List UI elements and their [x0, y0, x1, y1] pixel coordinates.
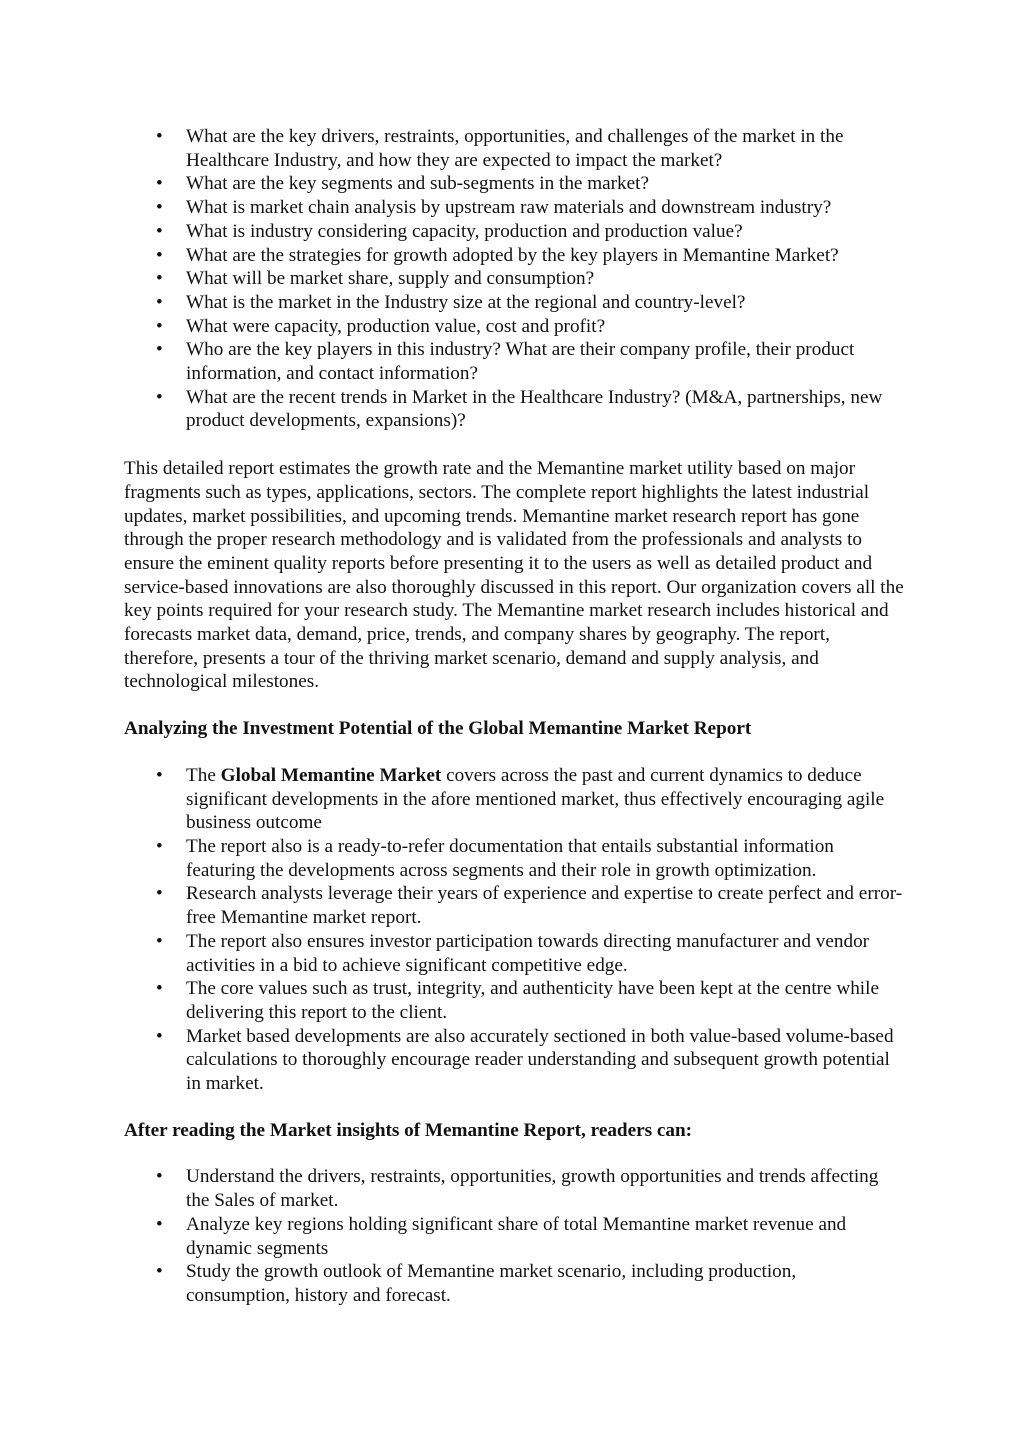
market-name-bold: Global Memantine Market — [220, 764, 442, 786]
list-item — [124, 1213, 904, 1260]
list-item-text: What are the recent trends in Market in the Healthcare Industry? (M&A, partnerships, new product developments, expansions)? — [186, 386, 883, 432]
list-item-text: The report also ensures investor participation towards directing manufacturer and vendor activities in a bid to achieve significant competitive edge. — [186, 930, 870, 976]
bullet-icon: • — [156, 1213, 163, 1235]
bullet-icon: • — [156, 764, 163, 786]
list-item — [124, 338, 904, 385]
bullet-icon: • — [156, 1261, 163, 1283]
bullet-icon: • — [156, 315, 163, 337]
investment-heading: Analyzing the Investment Potential of the Global Memantine Market Report — [124, 718, 752, 740]
list-item-suffix: covers across the past and current dynamics to deduce significant developments in the afore mentioned market, thus effectively encouraging agile business outcome — [186, 764, 885, 834]
bullet-icon: • — [156, 386, 163, 408]
list-item — [124, 1165, 904, 1212]
document-body — [124, 125, 904, 1308]
list-item — [124, 172, 904, 196]
investment-list — [124, 764, 904, 1096]
bullet-icon: • — [156, 197, 163, 219]
list-item — [124, 125, 904, 172]
list-item — [124, 835, 904, 882]
bullet-icon: • — [156, 1166, 163, 1188]
insights-list — [124, 1165, 904, 1307]
list-item — [124, 244, 904, 268]
bullet-icon: • — [156, 291, 163, 313]
bullet-icon: • — [156, 173, 163, 195]
list-item-text: What will be market share, supply and consumption? — [186, 268, 595, 290]
list-item-text: The report also is a ready-to-refer documentation that entails substantial information featuring the developments across segments and their role in growth optimization. — [186, 835, 834, 881]
list-item-text: What are the key segments and sub-segments in the market? — [186, 173, 650, 195]
list-item-text: What are the strategies for growth adopted by the key players in Memantine Market? — [186, 244, 839, 266]
list-item-text: Who are the key players in this industry? What are their company profile, their product information, and contact information? — [186, 339, 855, 385]
list-item-text: What is industry considering capacity, production and production value? — [186, 220, 743, 242]
list-item — [124, 764, 904, 835]
bullet-icon: • — [156, 339, 163, 361]
bullet-icon: • — [156, 930, 163, 952]
list-item-text: What are the key drivers, restraints, opportunities, and challenges of the market in the Healthcare Industry, and how they are expected to impact the market? — [186, 126, 844, 171]
insights-heading: After reading the Market insights of Memantine Report, readers can: — [124, 1119, 693, 1141]
bullet-icon: • — [156, 220, 163, 242]
list-item-text: What is the market in the Industry size at the regional and country-level? — [186, 291, 746, 313]
list-item-prefix: The — [186, 764, 221, 786]
list-item-text: Market based developments are also accurately sectioned in both value-based volume-based calculations to thoroughly encourage reader understanding and subsequent growth potential in market. — [186, 1025, 894, 1095]
list-item-text: Research analysts leverage their years of experience and expertise to create perfect and error-free Memantine market report. — [186, 883, 903, 929]
bullet-icon: • — [156, 126, 163, 147]
bullet-icon: • — [156, 978, 163, 1000]
list-item-text: Analyze key regions holding significant share of total Memantine market revenue and dynamic segments — [186, 1213, 847, 1259]
list-item — [124, 196, 904, 220]
list-item — [124, 1260, 904, 1307]
bullet-icon: • — [156, 883, 163, 905]
list-item — [124, 977, 904, 1024]
list-item — [124, 930, 904, 977]
list-item-text: Study the growth outlook of Memantine market scenario, including production, consumption, history and forecast. — [186, 1261, 797, 1306]
bullet-icon: • — [156, 268, 163, 290]
list-item — [124, 267, 904, 291]
list-item — [124, 291, 904, 315]
list-item — [124, 882, 904, 929]
questions-list — [124, 125, 904, 433]
list-item — [124, 1025, 904, 1096]
list-item — [124, 386, 904, 433]
list-item — [124, 220, 904, 244]
list-item-text: What were capacity, production value, cost and profit? — [186, 315, 606, 337]
list-item-text: Understand the drivers, restraints, opportunities, growth opportunities and trends affecting the Sales of market. — [186, 1166, 879, 1212]
bullet-icon: • — [156, 1025, 163, 1047]
list-item-text: What is market chain analysis by upstream raw materials and downstream industry? — [186, 197, 832, 219]
list-item — [124, 315, 904, 339]
overview-paragraph: This detailed report estimates the growth rate and the Memantine market utility based on major fragments such as types, applications, sectors. The complete report highlights the latest industrial updates, market possibilities, and upcoming trends. Memantine market research report has gone through the proper research methodology and is validated from the professionals and analysts to ensure the eminent quality reports before presenting it to the users as well as detailed product and service-based innovations are also thoroughly discussed in this report. Our organization covers all the key points required for your research study. The Memantine market research includes historical and forecasts market data, demand, price, trends, and company shares by geography. The report, therefore, presents a tour of the thriving market scenario, demand and supply analysis, and technological milestones. — [124, 458, 904, 693]
list-item-text: The core values such as trust, integrity, and authenticity have been kept at the centre while delivering this report to the client. — [186, 978, 879, 1023]
bullet-icon: • — [156, 244, 163, 266]
bullet-icon: • — [156, 835, 163, 857]
